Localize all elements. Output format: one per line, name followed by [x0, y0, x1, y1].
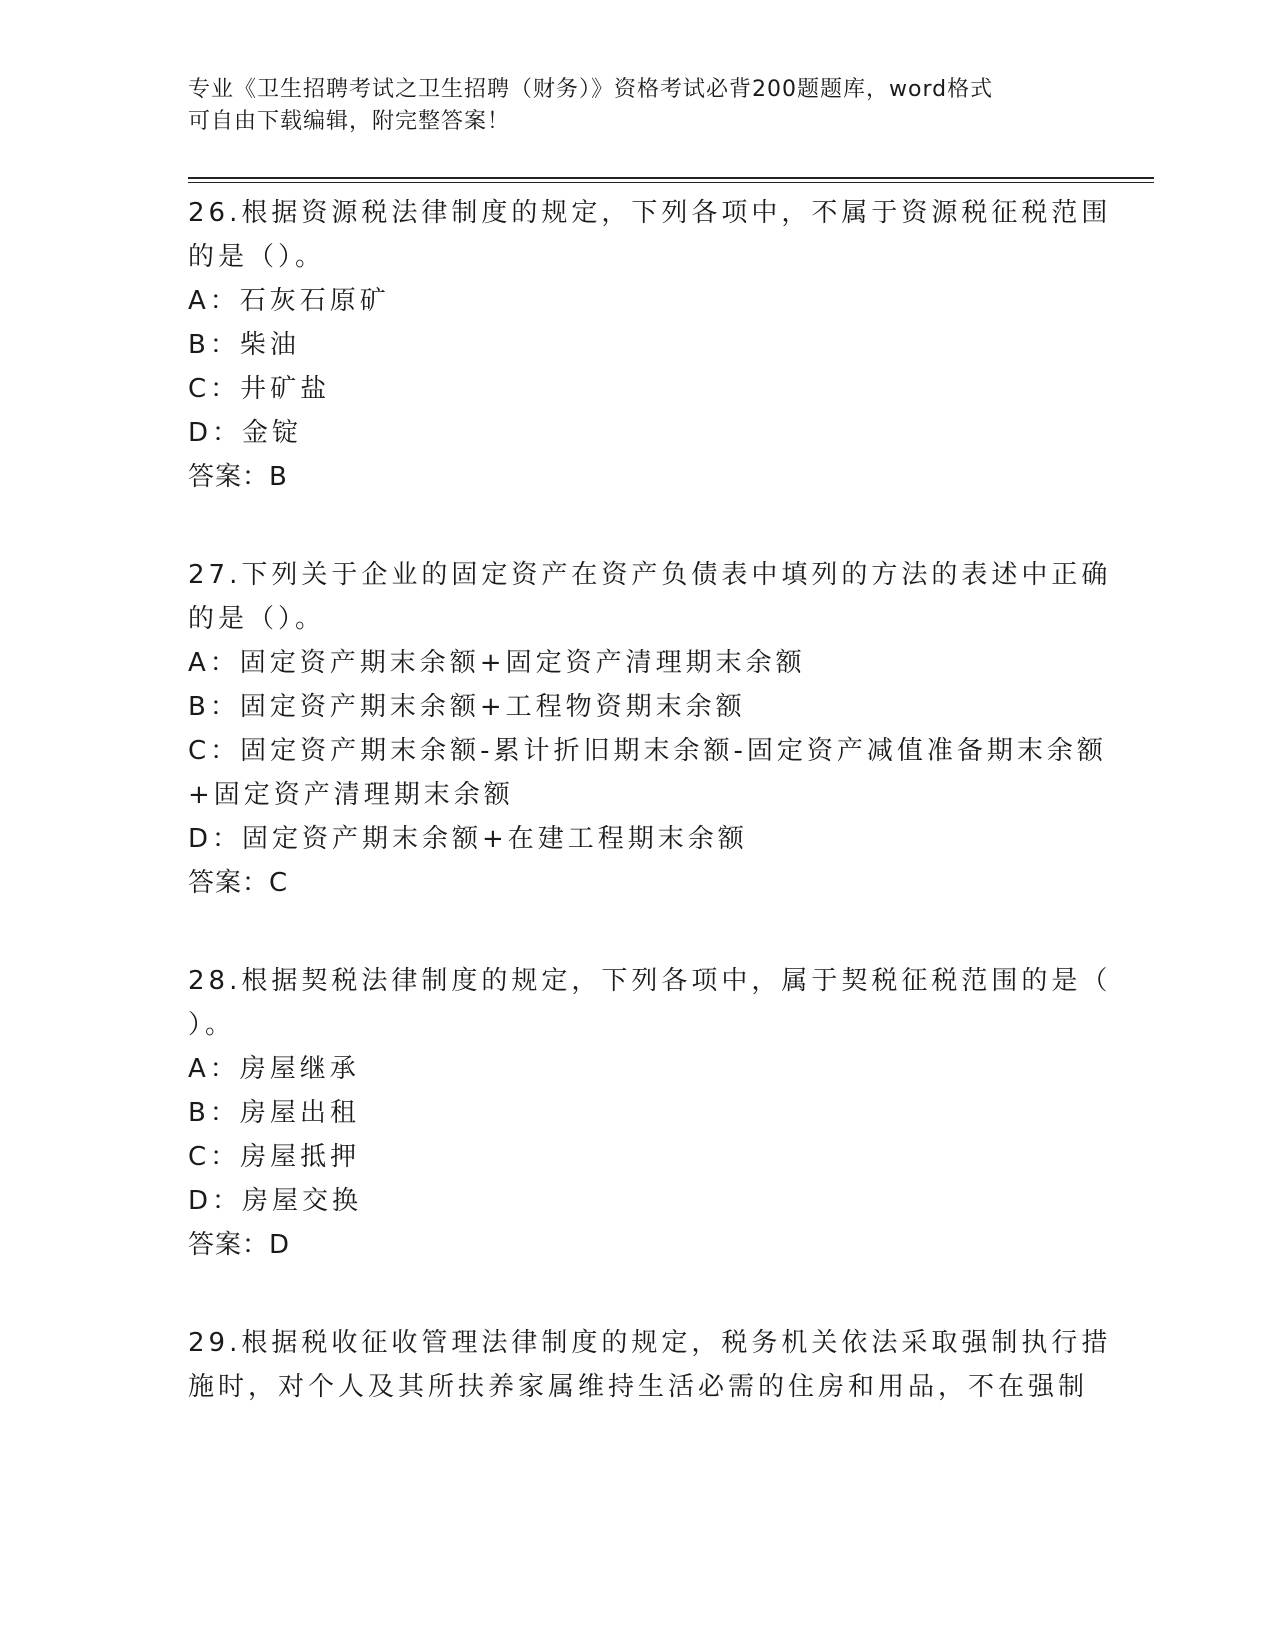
question-stem-line: 28.根据契税法律制度的规定，下列各项中，属于契税征税范围的是（: [188, 966, 1112, 996]
document-header: [188, 74, 1068, 138]
answer: 答案：B: [188, 462, 288, 492]
question-stem-line: 27.下列关于企业的固定资产在资产负债表中填列的方法的表述中正确: [188, 560, 1112, 590]
header-line-1: 专业《卫生招聘考试之卫生招聘（财务）》资格考试必背200题题库，word格式: [188, 77, 994, 102]
option-c-continued: +固定资产清理期末余额: [188, 780, 514, 810]
option-d: D：固定资产期末余额+在建工程期末余额: [188, 824, 748, 854]
question-list: [188, 191, 1112, 1463]
question-29: [188, 1321, 1112, 1409]
option-b: B：固定资产期末余额+工程物资期末余额: [188, 692, 746, 722]
header-line-2: 可自由下载编辑，附完整答案！: [188, 109, 511, 134]
option-c: C：井矿盐: [188, 374, 331, 404]
option-d: D：房屋交换: [188, 1186, 363, 1216]
option-a: A：房屋继承: [188, 1054, 360, 1084]
question-stem-line: 29.根据税收征收管理法律制度的规定，税务机关依法采取强制执行措: [188, 1328, 1112, 1358]
option-a: A：石灰石原矿: [188, 286, 390, 316]
header-rule-thick: [188, 177, 1154, 179]
question-27: [188, 553, 1112, 905]
question-26: [188, 191, 1112, 499]
option-a: A：固定资产期末余额+固定资产清理期末余额: [188, 648, 806, 678]
answer: 答案：C: [188, 868, 289, 898]
answer: 答案：D: [188, 1230, 291, 1260]
option-c: C：房屋抵押: [188, 1142, 361, 1172]
question-stem-line: ）。: [188, 1010, 236, 1040]
option-c: C：固定资产期末余额-累计折旧期末余额-固定资产减值准备期末余额: [188, 736, 1107, 766]
option-b: B：房屋出租: [188, 1098, 360, 1128]
question-stem-line: 施时，对个人及其所扶养家属维持生活必需的住房和用品，不在强制: [188, 1372, 1089, 1402]
option-d: D：金锭: [188, 418, 303, 448]
header-rule-thin: [188, 182, 1154, 183]
question-stem-line: 的是（）。: [188, 604, 326, 634]
question-28: [188, 959, 1112, 1267]
question-stem-line: 26.根据资源税法律制度的规定，下列各项中，不属于资源税征税范围: [188, 198, 1112, 228]
question-stem-line: 的是（）。: [188, 242, 326, 272]
option-b: B：柴油: [188, 330, 300, 360]
